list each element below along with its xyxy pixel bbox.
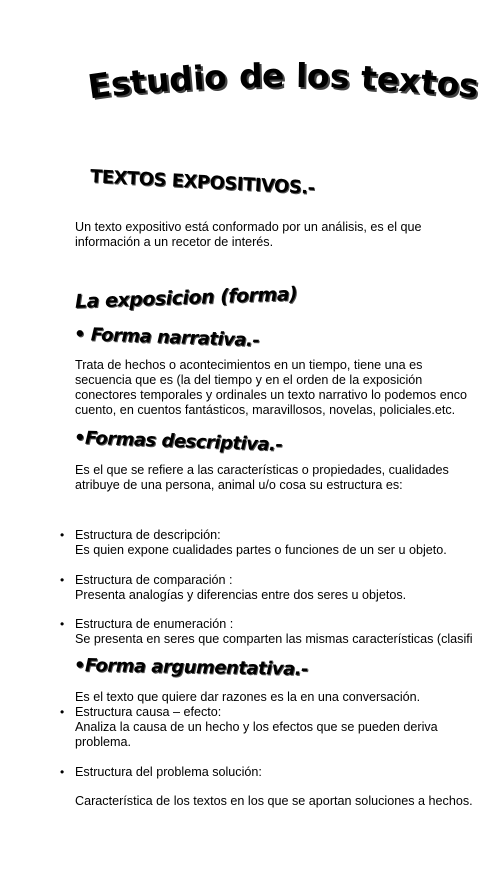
descriptiva-line-2: atribuye de una persona, animal u/o cosa su estructura es:: [75, 478, 403, 492]
list-item-title: Estructura de enumeración :: [75, 617, 234, 631]
list-bullet: •: [60, 528, 65, 542]
heading-bullet: •: [73, 427, 86, 449]
expositivos-line-1: Un texto expositivo está conformado por un análisis, es el que: [75, 220, 422, 234]
list-item-text: Característica de los textos en los que se aportan soluciones a hechos.: [75, 794, 473, 808]
argumentativa-intro: Es el texto que quiere dar razones es la en una conversación.: [75, 690, 421, 704]
document-title-text: Estudio de los textos: [85, 55, 481, 107]
heading-bullet: •: [73, 654, 86, 677]
list-item-text: Analiza la causa de un hecho y los efectos que se pueden deriva: [75, 720, 438, 734]
list-item-title: Estructura del problema solución:: [75, 765, 262, 779]
list-bullet: •: [60, 705, 65, 719]
descriptiva-line-1: Es el que se refiere a las características o propiedades, cualidades: [75, 463, 449, 477]
heading-forma-narrativa: [74, 324, 260, 351]
list-item-title: Estructura de comparación :: [75, 573, 233, 587]
list-bullet: •: [60, 573, 65, 587]
list-item-title: Estructura de descripción:: [75, 528, 221, 542]
list-bullet: •: [60, 617, 65, 631]
list-item-title: Estructura causa – efecto:: [75, 705, 222, 719]
list-item-text: Presenta analogías y diferencias entre dos seres u objetos.: [75, 588, 407, 602]
document-title: [85, 55, 481, 107]
heading-forma-argumentativa: [74, 655, 308, 680]
list-bullet: •: [60, 765, 65, 779]
list-item-text: Es quien expone cualidades partes o funciones de un ser u objeto.: [75, 543, 447, 557]
heading-text: Formas descriptiva.-: [84, 427, 283, 456]
narrativa-line-3: conectores temporales y ordinales un texto narrativo lo podemos enco: [75, 388, 468, 402]
heading-textos-expositivos: TEXTOS EXPOSITIVOS.-: [89, 166, 316, 199]
list-item-text: Se presenta en seres que comparten las mismas características (clasifi: [75, 632, 473, 646]
heading-text: Forma narrativa.-: [90, 324, 260, 352]
expositivos-line-2: información a un recetor de interés.: [75, 235, 274, 249]
heading-la-exposicion: La exposicion (forma): [74, 283, 298, 313]
narrativa-line-2: secuencia que es (la del tiempo y en el orden de la exposición: [75, 373, 423, 387]
narrativa-line-1: Trata de hechos o acontecimientos en un tiempo, tiene una es: [75, 358, 423, 372]
list-item-text: problema.: [75, 735, 132, 749]
heading-bullet: •: [73, 323, 86, 346]
heading-formas-descriptiva: [74, 427, 283, 455]
narrativa-line-4: cuento, en cuentos fantásticos, maravillosos, novelas, policiales.etc.: [75, 403, 456, 417]
heading-text: Forma argumentativa.-: [84, 655, 309, 681]
